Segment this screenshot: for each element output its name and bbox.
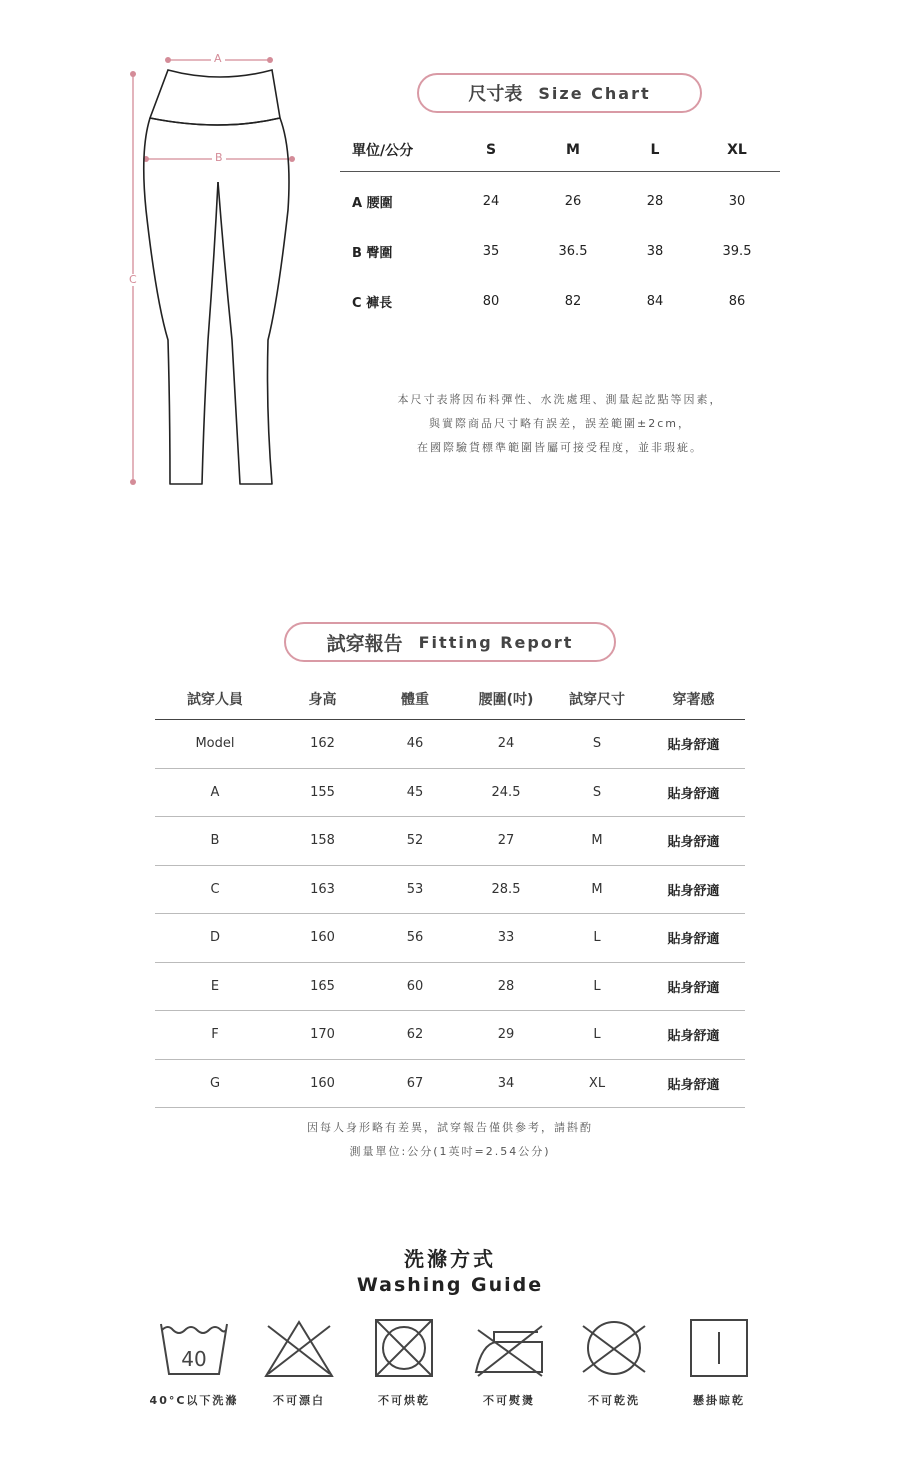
table-cell: 貼身舒適 [667, 835, 720, 851]
table-row [155, 1060, 745, 1109]
table-cell: A [210, 784, 220, 800]
wash-temp-text: 40 [181, 1347, 207, 1371]
no-bleach-icon [262, 1318, 336, 1380]
table-cell: 165 [310, 978, 335, 994]
table-cell: 27 [497, 833, 515, 849]
size-row-length [340, 276, 780, 326]
table-cell: 158 [310, 833, 335, 849]
size-header: L [650, 141, 660, 158]
fitting-report-title-en: Fitting Report [418, 632, 574, 652]
size-chart-title-en: Size Chart [538, 83, 651, 103]
size-value: 26 [564, 193, 582, 209]
size-chart-title [417, 73, 702, 113]
no-tumble-dry-label: 不可烘乾 [378, 1394, 430, 1407]
table-cell: L [593, 978, 601, 994]
table-cell: F [211, 1027, 219, 1043]
table-cell: B [210, 833, 220, 849]
size-row-hip [340, 226, 780, 276]
table-cell: 52 [406, 833, 424, 849]
table-cell: C [210, 881, 220, 897]
table-row [155, 963, 745, 1012]
table-cell: 33 [497, 930, 515, 946]
note-line: 測量單位:公分(1英吋=2.54公分) [349, 1145, 551, 1158]
table-cell: D [209, 930, 220, 946]
column-header: 身高 [308, 691, 337, 708]
table-cell: 160 [310, 930, 335, 946]
line-dry-label: 懸掛晾乾 [693, 1394, 745, 1407]
size-header: S [485, 141, 497, 158]
size-value: 24 [482, 193, 500, 209]
table-cell: 160 [310, 1075, 335, 1091]
size-value: 86 [728, 293, 746, 309]
size-value: 80 [482, 293, 500, 309]
table-cell: XL [588, 1075, 606, 1091]
table-cell: S [592, 784, 602, 800]
table-cell: 56 [406, 930, 424, 946]
table-row [155, 720, 745, 769]
table-row [155, 914, 745, 963]
size-value: 30 [728, 193, 746, 209]
table-cell: 貼身舒適 [667, 932, 720, 948]
note-line: 本尺寸表將因布料彈性、水洗處理、測量起訖點等因素， [397, 393, 723, 406]
note-line: 在國際驗貨標準範圍皆屬可接受程度，並非瑕疵。 [417, 441, 703, 454]
washing-title-en: Washing Guide [356, 1274, 544, 1296]
table-cell: 24.5 [491, 784, 521, 800]
table-cell: 貼身舒適 [667, 1029, 720, 1045]
table-cell: 162 [310, 736, 335, 752]
size-chart-table [340, 128, 780, 326]
table-cell: M [591, 833, 603, 849]
table-cell: 45 [406, 784, 424, 800]
line-dry-icon [682, 1318, 756, 1380]
fitting-report-title [284, 622, 616, 662]
table-cell: 34 [497, 1075, 515, 1091]
leggings-diagram [110, 40, 310, 500]
dimension-a-label: A [211, 53, 225, 65]
size-value: 35 [482, 243, 500, 259]
size-chart-header-row [340, 128, 780, 172]
table-cell: G [209, 1075, 221, 1091]
measurement-label: C 褲長 [352, 295, 393, 311]
table-cell: 155 [310, 784, 335, 800]
washing-title-zh: 洗滌方式 [404, 1247, 496, 1271]
size-chart-note [340, 388, 780, 460]
size-value: 36.5 [558, 243, 588, 259]
table-cell: Model [195, 736, 235, 752]
table-cell: L [593, 930, 601, 946]
note-line: 因每人身形略有差異，試穿報告僅供參考，請斟酌 [307, 1121, 593, 1134]
table-row [155, 1011, 745, 1060]
table-cell: 24 [497, 736, 515, 752]
column-header: 穿著感 [672, 691, 715, 708]
table-cell: 28.5 [491, 881, 521, 897]
table-cell: 53 [406, 881, 424, 897]
table-cell: 貼身舒適 [667, 883, 720, 899]
size-row-waist [340, 176, 780, 226]
table-cell: 貼身舒適 [667, 980, 720, 996]
size-value: 38 [646, 243, 664, 259]
fitting-report-note [0, 1116, 900, 1164]
table-cell: E [210, 978, 220, 994]
table-cell: 46 [406, 736, 424, 752]
table-cell: 貼身舒適 [667, 738, 720, 754]
table-row [155, 866, 745, 915]
table-cell: 62 [406, 1027, 424, 1043]
fitting-report-table [155, 678, 745, 1108]
fitting-report-title-zh: 試穿報告 [326, 632, 403, 655]
unit-label: 單位/公分 [352, 142, 414, 159]
size-value: 39.5 [722, 243, 752, 259]
column-header: 試穿人員 [187, 691, 243, 708]
note-line: 與實際商品尺寸略有誤差，誤差範圍±2cm， [429, 417, 691, 430]
size-value: 28 [646, 193, 664, 209]
table-cell: S [592, 736, 602, 752]
no-iron-label: 不可熨燙 [483, 1394, 535, 1407]
size-header: XL [727, 141, 747, 158]
wash-40-icon [157, 1318, 231, 1380]
table-row [155, 769, 745, 818]
table-cell: L [593, 1027, 601, 1043]
table-cell: M [591, 881, 603, 897]
table-cell: 28 [497, 978, 515, 994]
table-cell: 貼身舒適 [667, 786, 720, 802]
size-value: 82 [564, 293, 582, 309]
size-chart-title-zh: 尺寸表 [468, 84, 523, 105]
size-header: M [566, 141, 580, 158]
measurement-label: B 臀圍 [352, 245, 393, 261]
leggings-outline-icon [110, 40, 310, 500]
dimension-b-label: B [212, 152, 226, 164]
column-header: 腰圍(吋) [478, 691, 534, 708]
wash-40-label: 40°C以下洗滌 [149, 1394, 239, 1407]
size-value: 84 [646, 293, 664, 309]
fitting-header-row [155, 678, 745, 720]
table-cell: 29 [497, 1027, 515, 1043]
table-cell: 60 [406, 978, 424, 994]
table-cell: 170 [310, 1027, 335, 1043]
measurement-label: A 腰圍 [352, 195, 393, 211]
table-cell: 貼身舒適 [667, 1077, 720, 1093]
no-iron-icon [472, 1318, 546, 1380]
no-dry-clean-icon [577, 1318, 651, 1380]
table-row [155, 817, 745, 866]
no-bleach-label: 不可漂白 [273, 1394, 325, 1407]
table-cell: 67 [406, 1075, 424, 1091]
no-dry-clean-label: 不可乾洗 [588, 1394, 640, 1407]
no-tumble-dry-icon [367, 1318, 441, 1380]
dimension-c-label: C [126, 274, 140, 286]
table-cell: 163 [310, 881, 335, 897]
column-header: 體重 [401, 691, 429, 708]
column-header: 試穿尺寸 [569, 691, 625, 708]
